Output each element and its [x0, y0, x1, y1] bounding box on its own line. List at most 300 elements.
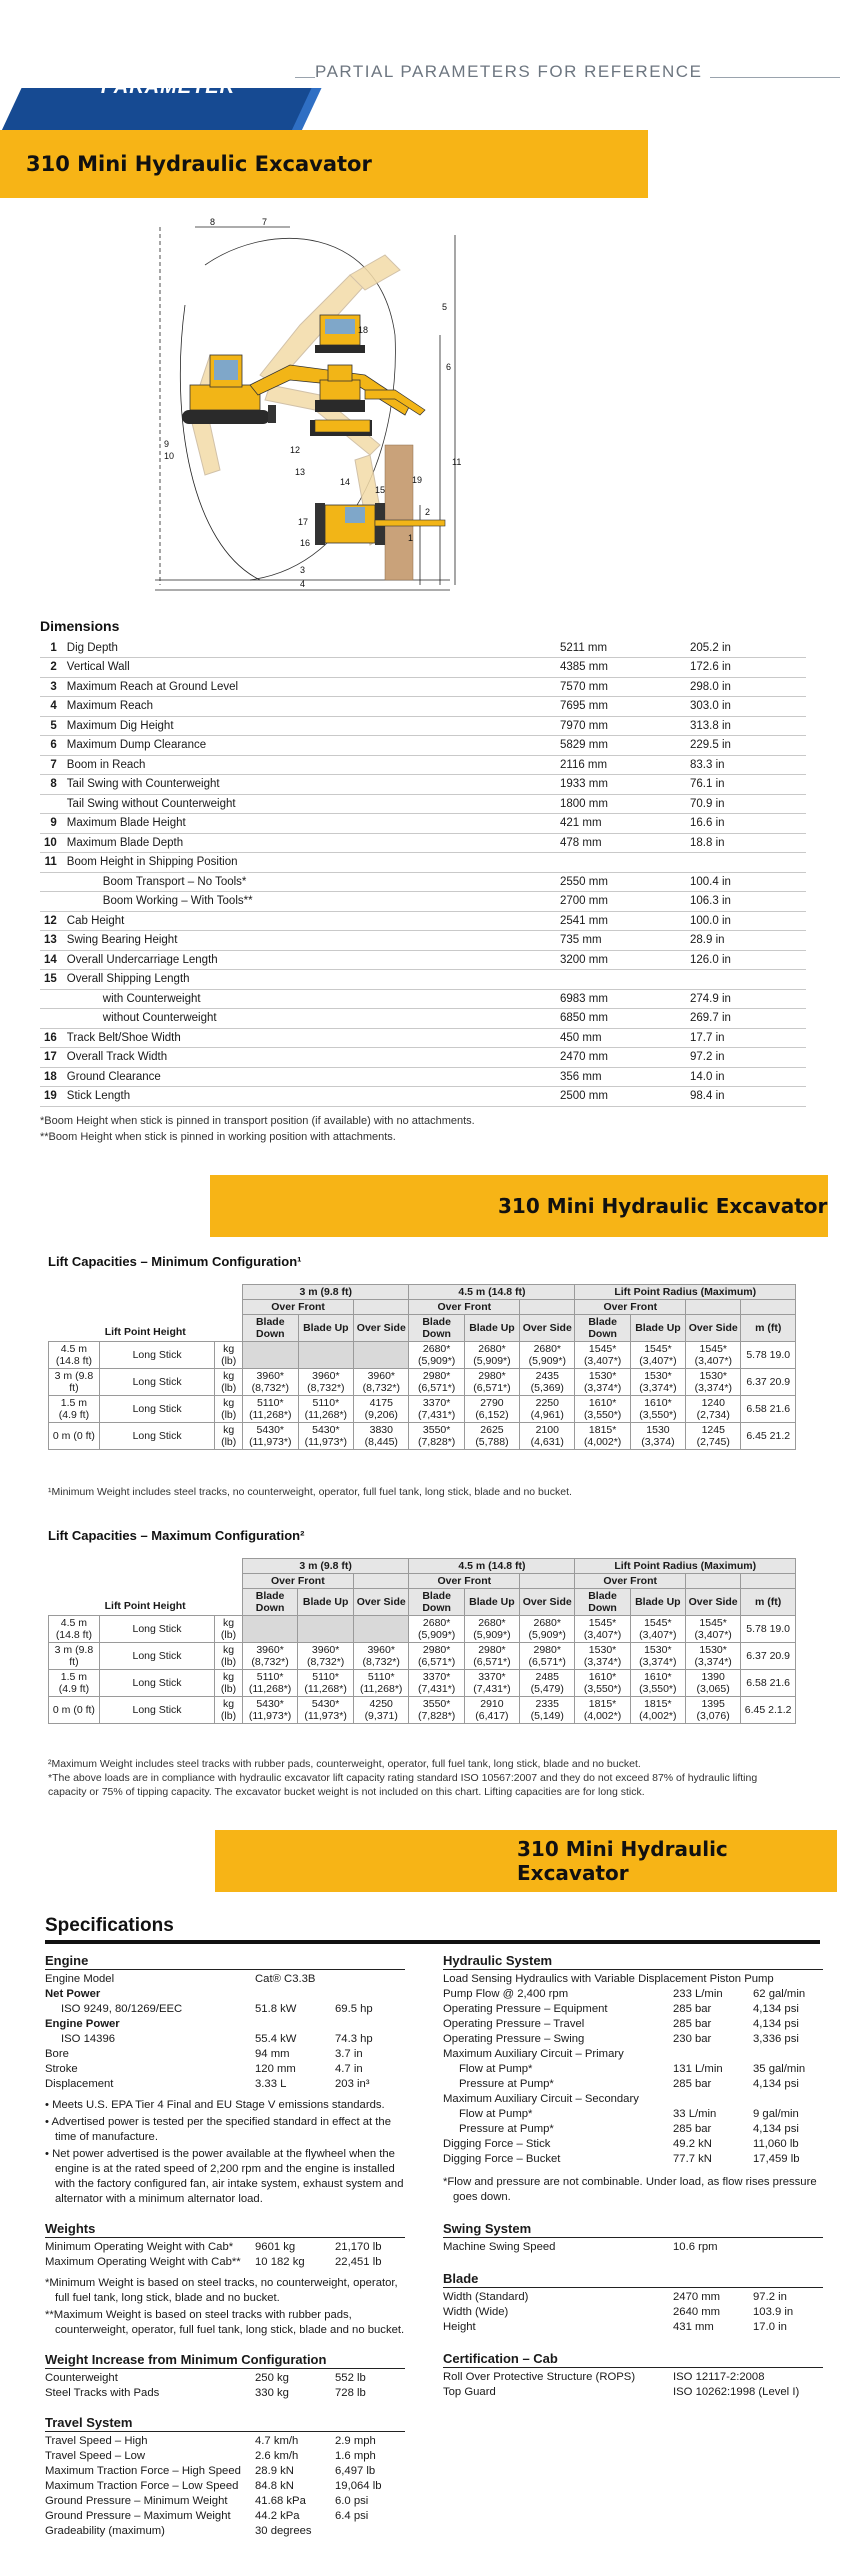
lift-cell: [242, 1342, 298, 1369]
dimension-label: Boom Transport – No Tools*: [63, 872, 556, 892]
spec-imperial: 6.0 psi: [335, 2495, 369, 2507]
lift-cell: 2625 (5,788): [464, 1423, 519, 1450]
spec-imperial: [335, 1972, 405, 1987]
lift-data-row: [49, 1396, 796, 1423]
lift-cell: 1610* (3,550*): [575, 1670, 630, 1697]
lift-over-front: Over Front: [409, 1300, 520, 1315]
spec-label: Top Guard: [443, 2386, 496, 2398]
dimension-mm: 450 mm: [556, 1028, 686, 1048]
lift-stick: Long Stick: [99, 1670, 214, 1697]
spec-imperial: [753, 2240, 823, 2255]
spec-metric: 44.2 kPa: [255, 2510, 300, 2522]
weights-heading: Weights: [45, 2221, 405, 2238]
spec-metric: 233 L/min: [673, 1988, 723, 2000]
dimension-number: 5: [40, 716, 63, 736]
lift-sub-header: Over Side: [353, 1589, 409, 1616]
spec-imperial: 19,064 lb: [335, 2480, 382, 2492]
dimension-mm: 4385 mm: [556, 658, 686, 678]
lift-cell: 3960* (8,732*): [354, 1369, 409, 1396]
spec-label: Counterweight: [45, 2372, 118, 2384]
spec-imperial: 4,134 psi: [753, 2078, 799, 2090]
dimension-number: [40, 794, 63, 814]
lift-height: 0 m (0 ft): [49, 1423, 100, 1450]
lift-radius-spacer: [741, 1574, 796, 1589]
spec-metric: 4.7 km/h: [255, 2435, 299, 2447]
spec-metric: 250 kg: [255, 2372, 289, 2384]
lift-point-height-label: Lift Point Height: [104, 1600, 186, 1612]
dimension-number: 14: [40, 950, 63, 970]
dimension-in: 97.2 in: [686, 1048, 806, 1068]
spec-imperial: [800, 1972, 823, 1987]
lift-max-heading: Lift Capacities – Maximum Configuration²: [48, 1528, 305, 1543]
spec-row: [443, 2290, 823, 2305]
spec-metric: 49.2 kN: [673, 2138, 712, 2150]
lift-cell: 1530* (3,374*): [630, 1643, 685, 1670]
dimension-in: 18.8 in: [686, 833, 806, 853]
lift-cell: 2980* (6,571*): [464, 1369, 519, 1396]
svg-text:2: 2: [425, 507, 431, 517]
dimension-row: [40, 658, 806, 678]
lift-unit: kg (lb): [215, 1670, 243, 1697]
lift-cell: 2680* (5,909*): [520, 1342, 575, 1369]
lift-sub-header: Blade Down: [242, 1315, 298, 1342]
dimension-label: Cab Height: [63, 911, 556, 931]
lift-min-note: ¹Minimum Weight includes steel tracks, no counterweight, operator, full fuel tank, long stick, blade and no bucket.: [48, 1486, 572, 1498]
dimension-number: 6: [40, 736, 63, 756]
spec-label: Pressure at Pump*: [459, 2078, 554, 2090]
spec-imperial: 6,497 lb: [335, 2465, 376, 2477]
model-title-bar: [0, 130, 648, 198]
svg-text:16: 16: [300, 538, 311, 548]
dimension-row: [40, 970, 806, 990]
dimension-mm: 735 mm: [556, 931, 686, 951]
spec-row: [45, 2255, 405, 2270]
lift-sub-header: Blade Up: [464, 1589, 519, 1616]
dimension-in: 172.6 in: [686, 658, 806, 678]
svg-text:18: 18: [358, 325, 369, 335]
dimension-row: [40, 950, 806, 970]
lift-height: 1.5 m (4.9 ft): [49, 1396, 100, 1423]
lift-cell: 1610* (3,550*): [630, 1670, 685, 1697]
spec-row: [443, 2032, 823, 2047]
spec-imperial: 3.7 in: [335, 2048, 363, 2060]
spec-label: Maximum Traction Force – Low Speed: [45, 2480, 239, 2492]
lift-cell: 4175 (9,206): [354, 1396, 409, 1423]
dimension-label: Track Belt/Shoe Width: [63, 1028, 556, 1048]
lift-sub-header: Blade Up: [630, 1589, 685, 1616]
spec-row: [443, 2320, 823, 2335]
lift-cell: 1530* (3,374*): [575, 1643, 630, 1670]
lift-cell: [298, 1342, 354, 1369]
spec-row: [443, 2017, 823, 2032]
lift-data-row: [49, 1616, 796, 1643]
lift-cell: 1610* (3,550*): [630, 1396, 685, 1423]
lift-max-note: ²Maximum Weight includes steel tracks with rubber pads, counterweight, operator, full fuel tank, long stick, blade and no bucket.: [48, 1758, 641, 1770]
svg-text:7: 7: [262, 217, 268, 227]
svg-text:3: 3: [300, 565, 306, 575]
spec-label: Height: [443, 2321, 476, 2333]
spec-row: [443, 2002, 823, 2017]
lift-cell: 5110* (11,268*): [298, 1670, 354, 1697]
spec-label: Travel Speed – High: [45, 2435, 148, 2447]
spec-label: Displacement: [45, 2078, 114, 2090]
spec-imperial: [335, 2017, 405, 2032]
spec-label: Net Power: [45, 1988, 101, 2000]
lift-sub-header: m (ft): [741, 1315, 796, 1342]
dimension-row: [40, 892, 806, 912]
spec-metric: 3.33 L: [255, 2078, 287, 2090]
lift-cell: 5110* (11,268*): [242, 1670, 298, 1697]
spec-label: Load Sensing Hydraulics with Variable Displacement Piston Pump: [443, 1973, 774, 1985]
spec-label: Travel Speed – Low: [45, 2450, 146, 2462]
dimension-number: 2: [40, 658, 63, 678]
lift-cell: 1245 (2,745): [686, 1423, 741, 1450]
dimension-mm: 2470 mm: [556, 1048, 686, 1068]
svg-text:12: 12: [290, 445, 301, 455]
dimension-in: 269.7 in: [686, 1009, 806, 1029]
dimension-label: Boom Height in Shipping Position: [63, 853, 556, 873]
lift-cell: 1545* (3,407*): [685, 1616, 740, 1643]
travel-heading: Travel System: [45, 2415, 405, 2432]
spec-metric: Cat® C3.3B: [255, 1973, 316, 1985]
soil-wall: [385, 445, 413, 580]
spec-row: [45, 2047, 405, 2062]
lift-cell: 2335 (5,149): [520, 1697, 575, 1724]
model-title: 310 Mini Hydraulic Excavator: [26, 152, 372, 176]
dimension-label: Vertical Wall: [63, 658, 556, 678]
lift-cell: 2680* (5,909*): [520, 1616, 575, 1643]
dimension-row: [40, 716, 806, 736]
lift-over-front-spacer: [353, 1574, 409, 1589]
lift-cell: 2100 (4,631): [520, 1423, 575, 1450]
svg-text:11: 11: [452, 457, 462, 467]
spec-metric: 10.6 rpm: [673, 2241, 718, 2253]
dimension-row: [40, 775, 806, 795]
lift-height: 1.5 m (4.9 ft): [49, 1670, 100, 1697]
spec-metric: ISO 10262:1998 (Level I): [673, 2386, 800, 2398]
dimension-row: [40, 1048, 806, 1068]
lift-over-front: Over Front: [575, 1300, 686, 1315]
spec-metric: 285 bar: [673, 2018, 712, 2030]
lift-stick: Long Stick: [99, 1369, 215, 1396]
dimension-row: [40, 736, 806, 756]
svg-text:10: 10: [164, 451, 175, 461]
spec-imperial: 203 in³: [335, 2078, 370, 2090]
specs-right-column: [443, 1945, 823, 2400]
svg-text:15: 15: [375, 485, 386, 495]
spec-label: Stroke: [45, 2063, 78, 2075]
dimension-number: 4: [40, 697, 63, 717]
lift-cell: 2435 (5,369): [520, 1369, 575, 1396]
dimension-label: Tail Swing without Counterweight: [63, 794, 556, 814]
dimension-in: 100.0 in: [686, 911, 806, 931]
lift-sub-header: Blade Down: [409, 1315, 464, 1342]
spec-row: [443, 2305, 823, 2320]
spec-metric: 431 mm: [673, 2321, 714, 2333]
lift-height: 4.5 m (14.8 ft): [49, 1616, 100, 1643]
dimension-row: [40, 931, 806, 951]
dimension-in: 229.5 in: [686, 736, 806, 756]
weight-increase-heading: Weight Increase from Minimum Configuration: [45, 2352, 405, 2369]
lift-cell: 2910 (6,417): [464, 1697, 519, 1724]
dimension-mm: 6983 mm: [556, 989, 686, 1009]
weights-note: **Maximum Weight is based on steel tracks with rubber pads, counterweight, operator, full fuel tank, long stick, blade and no bucket.: [45, 2309, 405, 2336]
dimension-in: [686, 853, 806, 873]
spec-label: Maximum Operating Weight with Cab**: [45, 2256, 241, 2268]
model-title-2: 310 Mini Hydraulic Excavator: [498, 1194, 828, 1218]
lift-cell: 3550* (7,828*): [409, 1697, 464, 1724]
specifications-rule: [45, 1940, 820, 1944]
spec-label: Engine Power: [45, 2018, 120, 2030]
spec-metric: 131 L/min: [673, 2063, 723, 2075]
spec-metric: 33 L/min: [673, 2108, 717, 2120]
spec-row: [45, 2449, 405, 2464]
spec-imperial: 35 gal/min: [753, 2063, 806, 2075]
spec-label: Ground Pressure – Minimum Weight: [45, 2495, 228, 2507]
spec-imperial: 103.9 in: [753, 2306, 794, 2318]
dimension-in: 274.9 in: [686, 989, 806, 1009]
spec-imperial: 11,060 lb: [753, 2138, 799, 2150]
lift-cell: 2680* (5,909*): [464, 1342, 519, 1369]
lift-sub-header: Blade Up: [464, 1315, 519, 1342]
model-title-3: 310 Mini Hydraulic Excavator: [517, 1837, 728, 1885]
lift-data-row: [49, 1369, 796, 1396]
spec-row: [45, 2434, 405, 2449]
lift-unit: kg (lb): [215, 1643, 243, 1670]
dimension-mm: [556, 970, 686, 990]
lift-sub-header: Blade Down: [575, 1315, 630, 1342]
lift-cell: 2250 (4,961): [520, 1396, 575, 1423]
dimension-row: [40, 677, 806, 697]
lift-cell: [298, 1616, 354, 1643]
spec-imperial: 62 gal/min: [753, 1988, 806, 2000]
dimension-number: 13: [40, 931, 63, 951]
lift-cell: [242, 1616, 298, 1643]
excavator-dimension-diagram: [150, 215, 710, 595]
lift-sub-header: Blade Up: [298, 1589, 354, 1616]
spec-row: [443, 2092, 823, 2107]
engine-bullet: • Advertised power is tested per the specified standard in effect at the time of manufacture.: [45, 2116, 391, 2143]
spec-row: [443, 2240, 823, 2255]
lift-data-row: [49, 1670, 796, 1697]
spec-metric: 41.68 kPa: [255, 2495, 306, 2507]
dimension-label: Ground Clearance: [63, 1067, 556, 1087]
lift-cell: 3830 (8,445): [354, 1423, 409, 1450]
spec-metric: 51.8 kW: [255, 2003, 297, 2015]
dimension-label: Dig Depth: [63, 638, 556, 658]
spec-row: [443, 2152, 823, 2167]
dimension-label: Boom Working – With Tools**: [63, 892, 556, 912]
dimension-number: 7: [40, 755, 63, 775]
lift-cell: 1530* (3,374*): [575, 1369, 630, 1396]
spec-label: Bore: [45, 2048, 69, 2060]
spec-row: [443, 1972, 823, 1987]
dimensions-note-1: *Boom Height when stick is pinned in transport position (if available) with no attachments.: [40, 1115, 475, 1127]
hydraulic-heading: Hydraulic System: [443, 1953, 823, 1970]
dimension-mm: 2116 mm: [556, 755, 686, 775]
lift-col-group: 3 m (9.8 ft): [242, 1559, 409, 1574]
weights-note: *Minimum Weight is based on steel tracks, no counterweight, operator, full fuel tank, long stick, blade and no bucket.: [45, 2277, 398, 2304]
dimension-in: 313.8 in: [686, 716, 806, 736]
spec-row: [45, 2509, 405, 2524]
spec-label: Steel Tracks with Pads: [45, 2387, 160, 2399]
spec-label: Operating Pressure – Equipment: [443, 2003, 608, 2015]
lift-header-blank: [49, 1285, 243, 1342]
spec-row: [45, 2524, 405, 2539]
spec-imperial: 97.2 in: [753, 2291, 787, 2303]
spec-row: [443, 2385, 823, 2400]
lift-col-group: Lift Point Radius (Maximum): [575, 1559, 796, 1574]
lift-stick: Long Stick: [99, 1616, 214, 1643]
dimension-number: [40, 1009, 63, 1029]
lift-header-blank: [49, 1559, 243, 1616]
dimension-number: 19: [40, 1087, 63, 1107]
dimension-row: [40, 911, 806, 931]
spec-imperial: 9 gal/min: [753, 2108, 799, 2120]
dimension-number: [40, 892, 63, 912]
dimension-label: Maximum Blade Height: [63, 814, 556, 834]
spec-imperial: 4,134 psi: [753, 2003, 799, 2015]
lift-cell: 1395 (3,076): [685, 1697, 740, 1724]
dimension-label: Maximum Dig Height: [63, 716, 556, 736]
spec-label: Maximum Auxiliary Circuit – Primary: [443, 2048, 624, 2060]
lift-cell: 5.78 19.0: [741, 1616, 796, 1643]
spec-imperial: 2.9 mph: [335, 2435, 376, 2447]
specs-left-column: [45, 1945, 405, 2539]
lift-cell: 3960* (8,732*): [242, 1643, 298, 1670]
dimension-label: Boom in Reach: [63, 755, 556, 775]
spec-metric: 330 kg: [255, 2387, 289, 2399]
dimension-row: [40, 1009, 806, 1029]
dimension-number: 10: [40, 833, 63, 853]
lift-stick: Long Stick: [99, 1643, 214, 1670]
dimension-number: 15: [40, 970, 63, 990]
spec-metric: 84.8 kN: [255, 2480, 294, 2492]
lift-col-group: Lift Point Radius (Maximum): [575, 1285, 796, 1300]
spec-row: [443, 2137, 823, 2152]
spec-label: Flow at Pump*: [459, 2063, 533, 2075]
lift-cell: 3960* (8,732*): [242, 1369, 298, 1396]
spec-imperial: 4,134 psi: [753, 2123, 799, 2135]
lift-cell: 6.45 2.1.2: [741, 1697, 796, 1724]
dimensions-table: [40, 638, 806, 1107]
lift-cell: 1545* (3,407*): [630, 1342, 685, 1369]
lift-cell: 6.37 20.9: [741, 1369, 796, 1396]
lift-over-front-spacer: [686, 1300, 741, 1315]
spec-imperial: 552 lb: [335, 2372, 366, 2384]
spec-label: ISO 9249, 80/1269/EEC: [61, 2003, 183, 2015]
lift-sub-header: Over Side: [685, 1589, 740, 1616]
blade-heading: Blade: [443, 2271, 823, 2288]
spec-row: [443, 2370, 823, 2385]
lift-cell: 1530* (3,374*): [685, 1643, 740, 1670]
title-line-1: TECHNICAL: [105, 51, 231, 73]
spec-label: Engine Model: [45, 1973, 115, 1985]
dimension-mm: [556, 853, 686, 873]
dimension-mm: 3200 mm: [556, 950, 686, 970]
banner-subtitle: PARTIAL PARAMETERS FOR REFERENCE: [315, 62, 710, 82]
engine-bullet: • Meets U.S. EPA Tier 4 Final and EU Stage V emissions standards.: [45, 2099, 385, 2111]
spec-metric: 120 mm: [255, 2063, 296, 2075]
certification-heading: Certification – Cab: [443, 2351, 823, 2368]
lift-cell: 2680* (5,909*): [464, 1616, 519, 1643]
dimension-row: [40, 697, 806, 717]
spec-imperial: 22,451 lb: [335, 2256, 382, 2268]
lift-data-row: [49, 1697, 796, 1724]
spec-row: [443, 2062, 823, 2077]
lift-cell: 2790 (6,152): [464, 1396, 519, 1423]
spec-row: [45, 2062, 405, 2077]
svg-text:13: 13: [295, 467, 306, 477]
lift-cell: 5.78 19.0: [741, 1342, 796, 1369]
dimension-mm: 2550 mm: [556, 872, 686, 892]
lift-cell: 2980* (6,571*): [409, 1643, 464, 1670]
spec-imperial: 3,336 psi: [753, 2033, 799, 2045]
lift-height: 0 m (0 ft): [49, 1697, 100, 1724]
dimension-in: 16.6 in: [686, 814, 806, 834]
spec-metric: [673, 2047, 753, 2062]
spec-imperial: [335, 2524, 405, 2539]
lift-cell: 5430* (11,973*): [242, 1697, 298, 1724]
dimension-in: [686, 970, 806, 990]
dimension-mm: 421 mm: [556, 814, 686, 834]
spec-label: Digging Force – Stick: [443, 2138, 551, 2150]
dimension-in: 126.0 in: [686, 950, 806, 970]
lift-cell: 1530* (3,374*): [630, 1369, 685, 1396]
dimensions-heading: Dimensions: [40, 618, 120, 634]
spec-imperial: [335, 1987, 405, 2002]
spec-row: [443, 2107, 823, 2122]
lift-col-group: 4.5 m (14.8 ft): [409, 1559, 575, 1574]
dimension-number: 12: [40, 911, 63, 931]
lift-min-heading: Lift Capacities – Minimum Configuration¹: [48, 1254, 302, 1269]
lift-cell: 3960* (8,732*): [298, 1369, 354, 1396]
lift-cell: 6.37 20.9: [741, 1643, 796, 1670]
spec-imperial: 728 lb: [335, 2387, 366, 2399]
spec-row: [45, 2032, 405, 2047]
dimension-mm: 1800 mm: [556, 794, 686, 814]
spec-row: [45, 2464, 405, 2479]
lift-point-height-label: Lift Point Height: [104, 1326, 186, 1338]
spec-imperial: [753, 2047, 823, 2062]
lift-max-notes: [48, 1757, 788, 1799]
lift-col-group: 4.5 m (14.8 ft): [409, 1285, 575, 1300]
lift-sub-header: Over Side: [686, 1315, 741, 1342]
lift-cell: 3550* (7,828*): [409, 1423, 464, 1450]
dimension-number: 3: [40, 677, 63, 697]
lift-cell: 6.58 21.6: [741, 1396, 796, 1423]
dimension-row: [40, 755, 806, 775]
spec-imperial: 21,170 lb: [335, 2241, 382, 2253]
dimension-row: [40, 872, 806, 892]
lift-cell: 2980* (6,571*): [409, 1369, 464, 1396]
dimension-number: 11: [40, 853, 63, 873]
dimension-mm: 1933 mm: [556, 775, 686, 795]
dimension-label: Stick Length: [63, 1087, 556, 1107]
spec-metric: 285 bar: [673, 2078, 712, 2090]
spec-label: Digging Force – Bucket: [443, 2153, 561, 2165]
lift-unit: kg (lb): [215, 1423, 243, 1450]
spec-label: Gradeability (maximum): [45, 2525, 165, 2537]
dimension-in: 70.9 in: [686, 794, 806, 814]
spec-row: [45, 2386, 405, 2401]
dimensions-note-2: **Boom Height when stick is pinned in working position with attachments.: [40, 1131, 396, 1143]
model-title-bar-3: [215, 1830, 837, 1892]
specifications-title: Specifications: [45, 1915, 174, 1936]
dimension-in: 76.1 in: [686, 775, 806, 795]
dimension-in: 98.4 in: [686, 1087, 806, 1107]
lift-over-front: Over Front: [242, 1574, 353, 1589]
